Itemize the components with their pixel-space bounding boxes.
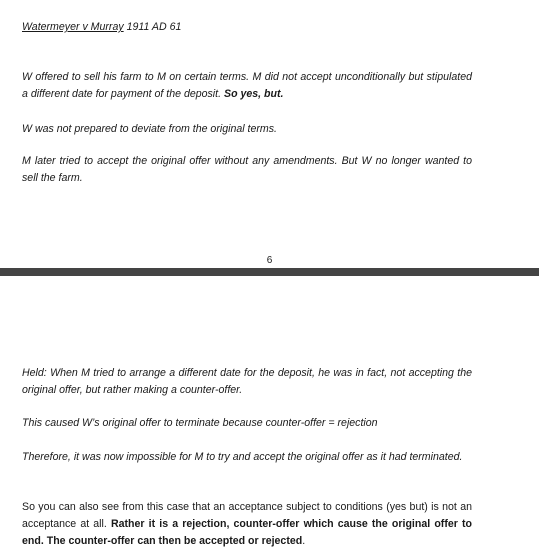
- termination-paragraph: Therefore, it was now impossible for M to try and accept the original offer as it had terminated.: [22, 451, 463, 463]
- case-name: Watermeyer v Murray: [22, 21, 124, 33]
- facts-paragraph-offer: [22, 69, 472, 103]
- held-paragraph: Held: When M tried to arrange a different date for the deposit, he was in fact, not accepting the original offer, but rather making a counter-offer.: [22, 367, 472, 396]
- facts-paragraph-later-acceptance: M later tried to accept the original offer without any amendments. But W no longer wanted to sell the farm.: [22, 155, 472, 184]
- page-separator: [0, 268, 539, 276]
- facts-offer-emphasis: So yes, but.: [224, 88, 284, 100]
- page-number: 6: [266, 255, 273, 266]
- rejection-paragraph: This caused W’s original offer to terminate because counter-offer = rejection: [22, 417, 378, 429]
- conclusion-end: .: [302, 535, 306, 547]
- conclusion-text: So you can also see from this case that an acceptance subject to conditions (yes but) is not an acceptance at all.: [22, 501, 472, 530]
- facts-paragraph-refusal: W was not prepared to deviate from the original terms.: [22, 123, 277, 135]
- document-page-bottom: [0, 276, 539, 557]
- conclusion-paragraph: [22, 499, 472, 550]
- document-page-top: [0, 0, 539, 268]
- case-citation: 1911 AD 61: [123, 21, 182, 33]
- facts-offer-text: W offered to sell his farm to M on certain terms. M did not accept unconditionally but stipulated a different date for payment of the deposit.: [22, 71, 472, 100]
- conclusion-emphasis: Rather it is a rejection, counter-offer which cause the original offer to end. The counter-offer can then be accepted or rejected: [22, 518, 472, 547]
- case-title: [22, 19, 181, 36]
